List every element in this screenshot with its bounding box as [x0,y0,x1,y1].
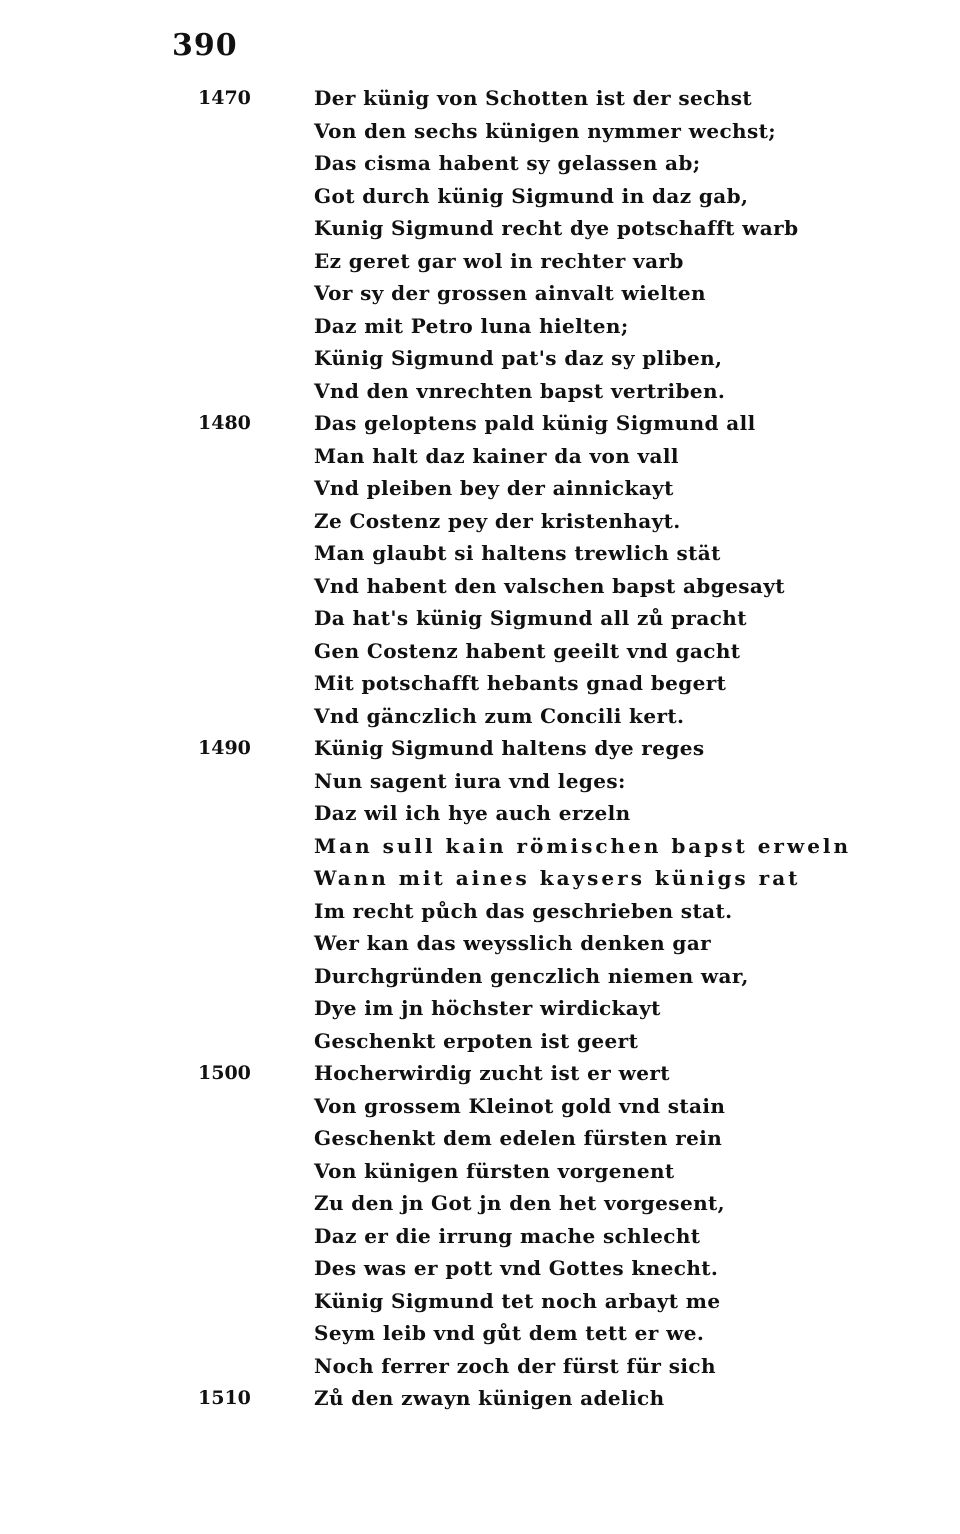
verse-line [0,765,960,798]
verse-line [0,960,960,993]
line-number: 1480 [198,412,251,434]
verse-line [0,440,960,473]
verse-text: Man halt daz kainer da von vall [314,443,679,468]
verse-line [0,1090,960,1123]
verse-line [0,862,960,895]
verse-line [0,602,960,635]
verse-text: Durchgründen genczlich niemen war, [314,963,749,988]
verse-text: Künig Sigmund tet noch arbayt me [314,1288,721,1313]
verse-block [0,82,960,1415]
verse-line [0,115,960,148]
verse-line [0,342,960,375]
verse-text: Von grossem Kleinot gold vnd stain [314,1093,726,1118]
verse-text: Ez geret gar wol in rechter varb [314,248,684,273]
verse-text: Da hat's künig Sigmund all zů pracht [314,606,747,630]
verse-text: Vor sy der grossen ainvalt wielten [314,281,706,305]
verse-text: Das cisma habent sy gelassen ab; [314,151,701,175]
page-number: 390 [172,28,238,63]
verse-line [0,375,960,408]
verse-text: Geschenkt dem edelen fürsten rein [314,1126,723,1150]
verse-line [0,635,960,668]
verse-line [0,797,960,830]
verse-text: Dye im jn höchster wirdickayt [314,996,661,1020]
verse-line [0,927,960,960]
verse-line [0,570,960,603]
verse-text: Nun sagent iura vnd leges: [314,768,626,793]
verse-text: Noch ferrer zoch der fürst für sich [314,1353,716,1378]
verse-line [0,245,960,278]
verse-line [0,180,960,213]
verse-line [0,1285,960,1318]
verse-text: Der künig von Schotten ist der sechst [314,86,752,110]
verse-line [0,1187,960,1220]
verse-text: Geschenkt erpoten ist geert [314,1028,639,1053]
verse-text: Von den sechs künigen nymmer wechst; [314,118,777,143]
verse-line [0,147,960,180]
verse-line [0,667,960,700]
verse-text: Mit potschafft hebants gnad begert [314,671,727,695]
verse-line [0,407,960,440]
verse-text: Zů den zwayn künigen adelich [314,1386,665,1410]
verse-text: Seym leib vnd gůt dem tett er we. [314,1321,705,1345]
verse-line [0,1155,960,1188]
verse-text: Wer kan das weysslich denken gar [314,931,712,955]
verse-text: Wann mit aines kaysers künigs rat [314,866,801,890]
verse-text: Künig Sigmund pat's daz sy pliben, [314,346,723,370]
verse-line [0,1220,960,1253]
verse-text: Von künigen fürsten vorgenent [314,1158,675,1183]
verse-line [0,212,960,245]
verse-line [0,1382,960,1415]
verse-text: Des was er pott vnd Gottes knecht. [314,1256,719,1280]
verse-text: Vnd pleiben bey der ainnickayt [314,476,674,500]
verse-text: Daz er die irrung mache schlecht [314,1223,701,1248]
verse-text: Got durch künig Sigmund in daz gab, [314,183,749,208]
line-number: 1490 [198,737,251,759]
verse-text: Ze Costenz pey der kristenhayt. [314,508,681,533]
verse-line [0,1252,960,1285]
verse-text: Man sull kain römischen bapst erweln [314,833,852,858]
verse-line [0,310,960,343]
verse-text: Kunig Sigmund recht dye potschafft warb [314,216,799,240]
verse-text: Vnd habent den valschen bapst abgesayt [314,573,785,598]
verse-text: Daz mit Petro luna hielten; [314,313,629,338]
verse-text: Man glaubt si haltens trewlich stät [314,541,721,565]
verse-line [0,830,960,863]
line-number: 1500 [198,1062,251,1084]
verse-line [0,992,960,1025]
verse-text: Gen Costenz habent geeilt vnd gacht [314,638,741,663]
verse-line [0,537,960,570]
verse-line [0,1025,960,1058]
verse-line [0,505,960,538]
verse-line [0,1122,960,1155]
verse-line [0,1317,960,1350]
verse-text: Hocherwirdig zucht ist er wert [314,1061,670,1085]
verse-line [0,82,960,115]
verse-text: Vnd gänczlich zum Concili kert. [314,703,685,728]
verse-line [0,277,960,310]
verse-text: Vnd den vnrechten bapst vertriben. [314,378,726,403]
verse-text: Daz wil ich hye auch erzeln [314,801,631,825]
verse-line [0,1350,960,1383]
verse-text: Zu den jn Got jn den het vorgesent, [314,1191,726,1215]
verse-line [0,472,960,505]
line-number: 1470 [198,87,251,109]
verse-line [0,700,960,733]
verse-text: Das geloptens pald künig Sigmund all [314,411,756,435]
verse-text: Im recht půch das geschrieben stat. [314,898,733,923]
verse-line [0,1057,960,1090]
line-number: 1510 [198,1387,251,1409]
verse-line [0,895,960,928]
verse-text: Künig Sigmund haltens dye reges [314,736,705,760]
verse-line [0,732,960,765]
